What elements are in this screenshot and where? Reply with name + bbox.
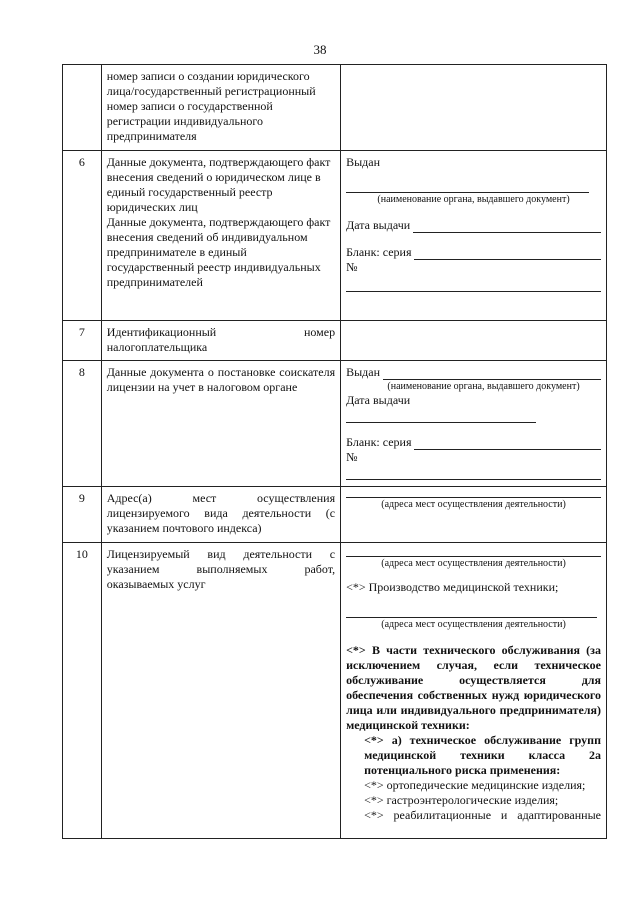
description-legal-entity: Данные документа, подтверждающего факт внесения сведений о юридическом лице в единый государственный реестр юридических лиц <box>106 155 331 214</box>
row-description: Адрес(а) мест осуществления лицензируемого вида деятельности (с указанием почтового индекса) <box>101 487 340 543</box>
row-value <box>341 151 607 321</box>
row-number <box>63 65 102 151</box>
number-field[interactable] <box>346 277 601 292</box>
issued-label: Выдан <box>346 365 381 379</box>
issued-row <box>346 365 601 380</box>
address-field[interactable] <box>346 491 601 498</box>
issuer-caption: (наименование органа, выдавшего документ) <box>377 194 570 205</box>
issuer-field[interactable] <box>346 178 589 193</box>
production-address-field[interactable] <box>346 595 597 618</box>
row-value <box>341 543 607 839</box>
issue-date-row <box>346 218 601 233</box>
form-series-field[interactable] <box>414 436 601 450</box>
table-row <box>63 151 607 321</box>
production-address-caption: (адреса мест осуществления деятельности) <box>381 619 566 630</box>
issued-label: Выдан <box>346 155 381 169</box>
issue-date-label: Дата выдачи <box>346 393 411 407</box>
license-application-table <box>62 64 607 839</box>
row-value <box>341 487 607 543</box>
table-row <box>63 487 607 543</box>
form-series-label: Бланк: серия <box>346 435 412 449</box>
maintenance-item: <*> В части технического обслуживания (за исключением случая, если техническое обслуживание осуществляется для обеспечения собственных нужд юридического лица или индивидуального предпринимателя) медицинской техники: <box>346 643 601 732</box>
form-series-row <box>346 435 601 450</box>
page-number: 38 <box>313 42 327 57</box>
number-field[interactable] <box>346 465 601 480</box>
maintenance-subitem-a: <*> а) техническое обслуживание групп медицинской техники класса 2а потенциального риска применения: <box>364 733 601 777</box>
row-value <box>341 361 607 487</box>
number-sign: № <box>346 450 358 464</box>
form-series-label: Бланк: серия <box>346 245 412 259</box>
row-number: 10 <box>63 543 102 839</box>
row-number: 6 <box>63 151 102 321</box>
table-row <box>63 321 607 361</box>
row-description <box>101 151 340 321</box>
maintenance-subitem: <*> гастроэнтерологические изделия; <box>364 793 559 807</box>
activity-address-field[interactable] <box>346 547 601 557</box>
table-row <box>63 543 607 839</box>
issue-date-label: Дата выдачи <box>346 218 411 232</box>
row-value[interactable] <box>341 65 607 151</box>
row-number: 9 <box>63 487 102 543</box>
table-row <box>63 65 607 151</box>
row-number: 8 <box>63 361 102 487</box>
issue-date-field[interactable] <box>346 408 536 423</box>
table-row <box>63 361 607 487</box>
row-number: 7 <box>63 321 102 361</box>
number-sign: № <box>346 260 358 274</box>
description-part: налогоплательщика <box>106 340 208 354</box>
row-value[interactable] <box>341 321 607 361</box>
issuer-field[interactable] <box>383 366 601 380</box>
description-entrepreneur: Данные документа, подтверждающего факт внесения сведений об индивидуальном предпринимателе в единый государственный реестр индивидуальных предпринимателей <box>106 215 331 289</box>
row-description: номер записи о создании юридического лица/государственный регистрационный номер записи о государственной регистрации индивидуального предпринимателя <box>101 65 340 151</box>
row-description: Данные документа о постановке соискателя лицензии на учет в налоговом органе <box>101 361 340 487</box>
description-part: Идентификационный <box>106 325 217 339</box>
row-description: Лицензируемый вид деятельности с указанием выполняемых работ, оказываемых услуг <box>101 543 340 839</box>
maintenance-subitem: <*> реабилитационные и адаптированные <box>364 808 601 822</box>
address-caption: (адреса мест осуществления деятельности) <box>381 499 566 510</box>
row-description <box>101 321 340 361</box>
issue-date-field[interactable] <box>413 219 601 233</box>
production-item: <*> Производство медицинской техники; <box>346 580 559 594</box>
issuer-caption: (наименование органа, выдавшего документ) <box>387 381 580 392</box>
maintenance-subitem: <*> ортопедические медицинские изделия; <box>364 778 586 792</box>
description-part: номер <box>303 325 336 339</box>
form-series-row <box>346 245 601 260</box>
activity-address-caption: (адреса мест осуществления деятельности) <box>381 558 566 569</box>
form-series-field[interactable] <box>414 246 601 260</box>
